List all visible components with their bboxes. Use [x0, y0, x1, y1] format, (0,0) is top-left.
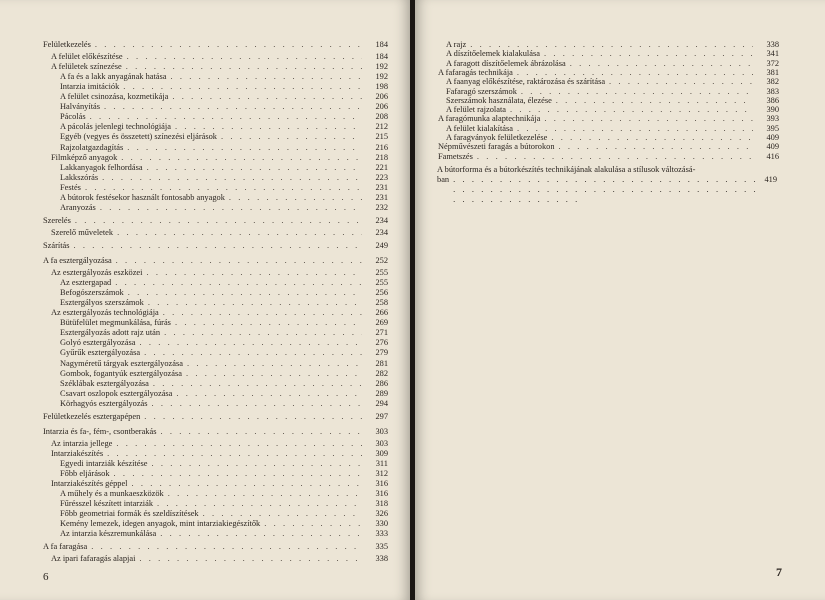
toc-entry-title: Az intarzia jellege — [51, 438, 113, 448]
leader-dots — [187, 359, 362, 369]
toc-entry — [60, 529, 388, 539]
toc-entry-title: A műhely és a munkaeszközök — [60, 489, 164, 499]
toc-entry-title: A felület csinozása, kozmetikája — [60, 92, 169, 102]
toc-entry-page: 221 — [375, 162, 388, 172]
leader-dots — [153, 379, 362, 389]
leader-dots — [221, 132, 362, 142]
toc-entry-title: A pácolás jelenlegi technológiája — [60, 122, 171, 132]
toc-entry-title: Az esztergályozás technológiája — [51, 308, 159, 318]
leader-dots — [74, 241, 362, 251]
leader-dots — [139, 338, 362, 348]
toc-entry — [51, 439, 388, 449]
toc-entry-page: 382 — [766, 77, 779, 87]
leader-dots — [176, 389, 362, 399]
toc-entry-page: 249 — [375, 240, 388, 250]
toc-entry — [43, 542, 388, 552]
toc-entry-page: 234 — [375, 215, 388, 225]
toc-entry-page: 208 — [375, 112, 388, 122]
toc-entry-title: Befogószerszámok — [60, 288, 124, 298]
toc-entry-title: Főbb geometriai formák és szeldíszítések — [60, 509, 199, 519]
toc-entry — [51, 52, 388, 62]
toc-entry-title: A faanyag előkészítése, raktározása és szárítása — [446, 77, 606, 87]
leader-dots — [160, 529, 362, 539]
toc-entry-title: Az ipari fafaragás alapjai — [51, 554, 136, 564]
toc-entry — [438, 152, 779, 162]
toc-entry-title: Az esztergapad — [60, 278, 112, 288]
toc-entry-title: A fa esztergályozása — [43, 256, 112, 265]
toc-entry-page: 279 — [375, 348, 388, 358]
leader-dots — [144, 412, 362, 422]
toc-entry-page: 231 — [375, 192, 388, 202]
toc-entry-title: Lakkanyagok felhordása — [60, 162, 143, 172]
leader-dots — [100, 203, 362, 213]
toc-entry-page: 386 — [766, 95, 779, 105]
toc-entry-title: Szerelés — [43, 215, 71, 225]
toc-entry — [60, 163, 388, 173]
toc-entry-page: 316 — [375, 479, 388, 489]
toc-entry-title: Pácolás — [60, 112, 86, 122]
toc-entry-page: 232 — [375, 202, 388, 212]
toc-entry-page: 276 — [375, 338, 388, 348]
toc-entry — [60, 519, 388, 529]
leader-dots — [160, 427, 362, 437]
toc-entry — [60, 489, 388, 499]
toc-entry-page: 372 — [766, 58, 779, 68]
toc-entry — [60, 499, 388, 509]
toc-entry — [43, 216, 388, 226]
toc-entry-page: 223 — [375, 172, 388, 182]
toc-entry-page: 258 — [375, 298, 388, 308]
toc-entry-page: 303 — [375, 438, 388, 448]
toc-entry — [60, 288, 388, 298]
toc-entry-title: Esztergályos szerszámok — [60, 298, 144, 308]
toc-entry-title: A felületek színezése — [51, 62, 122, 72]
toc-entry — [60, 102, 388, 112]
toc-entry — [60, 278, 388, 288]
leader-dots — [175, 122, 362, 132]
toc-entry — [60, 509, 388, 519]
toc-entry — [60, 318, 388, 328]
toc-entry-title: A fa faragása — [43, 542, 88, 552]
leader-dots — [186, 369, 362, 379]
leader-dots — [85, 183, 362, 193]
toc-entry-page: 266 — [375, 308, 388, 318]
toc-entry-page: 294 — [375, 398, 388, 408]
toc-entry-title: Népművészeti faragás a bútorokon — [438, 142, 555, 152]
leader-dots — [146, 268, 362, 278]
leader-dots — [90, 112, 362, 122]
toc-entry — [51, 479, 388, 489]
leader-dots — [123, 82, 362, 92]
toc-entry-page: 409 — [766, 142, 779, 152]
toc-entry-title: Szerszámok használata, élezése — [446, 95, 552, 105]
leader-dots — [104, 102, 362, 112]
toc-entry — [60, 359, 388, 369]
toc-entry-page: 335 — [375, 542, 388, 552]
toc-entry — [60, 348, 388, 358]
toc-entry — [60, 112, 388, 122]
toc-entry-title: Nagyméretű tárgyak esztergályozása — [60, 358, 183, 368]
toc-entry-title: Intarziakészítés — [51, 448, 104, 458]
toc-entry-page: 255 — [375, 268, 388, 278]
toc-entry — [43, 241, 388, 251]
toc-entry-title: A bútorok festésekor használt fontosabb anyagok — [60, 192, 225, 202]
toc-entry — [51, 268, 388, 278]
toc-entry-page: 383 — [766, 86, 779, 96]
toc-entry-title: Gombok, fogantyúk esztergályozása — [60, 368, 182, 378]
toc-entry — [43, 256, 388, 266]
leader-dots — [151, 459, 362, 469]
leader-dots — [95, 40, 362, 50]
toc-entry-page: 281 — [375, 358, 388, 368]
leader-dots — [127, 52, 362, 62]
toc-entry — [60, 389, 388, 399]
toc-entry-page: 326 — [375, 509, 388, 519]
toc-entry — [60, 132, 388, 142]
toc-entry-page: 256 — [375, 288, 388, 298]
leader-dots — [229, 193, 362, 203]
toc-entry-page: 338 — [766, 40, 779, 49]
toc-entry — [60, 379, 388, 389]
leader-dots — [152, 399, 362, 409]
leader-dots — [144, 348, 362, 358]
toc-entry — [43, 427, 388, 437]
toc-entry-title: Főbb eljárások — [60, 469, 110, 478]
leader-dots — [477, 152, 753, 162]
leader-dots — [117, 228, 362, 238]
toc-entry-page: 184 — [375, 40, 388, 49]
toc-entry — [60, 298, 388, 308]
leader-dots — [116, 439, 362, 449]
toc-entry-title: Szerelő műveletek — [51, 227, 114, 237]
toc-entry-title: Szárítás — [43, 240, 70, 250]
toc-entry-title: Felületkezelés esztergapépen — [43, 411, 141, 421]
toc-entry-title: A faragott díszítőelemek ábrázolása — [446, 58, 566, 68]
toc-entry — [60, 369, 388, 379]
leader-dots — [168, 489, 362, 499]
toc-entry-title: Felületkezelés — [43, 40, 91, 49]
toc-entry — [60, 399, 388, 409]
toc-entry — [60, 92, 388, 102]
toc-entry-page: 333 — [375, 529, 388, 539]
toc-entry — [51, 153, 388, 163]
toc-entry — [60, 122, 388, 132]
toc-entry-title: Körhagyós esztergályozás — [60, 398, 148, 408]
toc-entry-title: Intarzia és fa-, fém-, csontberakás — [43, 426, 157, 436]
toc-entry-title: Csavart oszlopok esztergályozása — [60, 388, 173, 398]
toc-entry-title: Egyéb (vegyes és összetett) színezési eljárások — [60, 132, 217, 142]
toc-entry-page: 338 — [375, 554, 388, 564]
toc-entry — [43, 40, 388, 50]
final-entry-page: 419 — [764, 175, 777, 184]
leader-dots — [75, 216, 362, 226]
toc-entry — [60, 338, 388, 348]
toc-entry-page: 252 — [375, 256, 388, 265]
toc-entry-title: A felület előkészítése — [51, 52, 123, 62]
leader-dots — [128, 288, 362, 298]
toc-entry — [51, 62, 388, 72]
toc-entry — [51, 308, 388, 318]
toc-entry-page: 297 — [375, 411, 388, 421]
toc-entry-title: A felület kialakítása — [446, 123, 513, 133]
toc-entry-title: Az intarzia készremunkálása — [60, 529, 157, 539]
toc-entry — [60, 72, 388, 82]
leader-dots — [203, 509, 362, 519]
toc-entry-page: 215 — [375, 132, 388, 142]
toc-entry-title: A rajz — [446, 40, 467, 49]
toc-entry-title: A faragványok felületkezelése — [446, 133, 548, 142]
leader-dots — [107, 449, 362, 459]
toc-entry-title: Esztergályozás adott rajz után — [60, 328, 161, 338]
leader-dots — [148, 298, 362, 308]
toc-entry-page: 282 — [375, 368, 388, 378]
toc-entry-title: A felület rajzolata — [446, 105, 506, 115]
toc-entry-page: 381 — [766, 67, 779, 77]
toc-entry-page: 316 — [375, 489, 388, 499]
toc-entry-page: 390 — [766, 105, 779, 115]
toc-entry — [51, 554, 388, 564]
toc-entry-page: 206 — [375, 92, 388, 102]
toc-entry-page: 218 — [375, 152, 388, 162]
toc-entry-page: 311 — [375, 458, 388, 468]
toc-entry-page: 395 — [766, 123, 779, 133]
final-entry-line-2: ban — [437, 175, 450, 184]
toc-entry-title: Bütüfelület megmunkálása, fúrás — [60, 318, 171, 328]
toc-entry-page: 216 — [375, 142, 388, 152]
toc-entry-page: 269 — [375, 318, 388, 328]
toc-entry-title: Széklábak esztergályozása — [60, 378, 149, 388]
leader-dots — [114, 469, 362, 479]
toc-entry — [51, 228, 388, 238]
toc-entry-page: 330 — [375, 519, 388, 529]
toc-entry-title: Az esztergályozás eszközei — [51, 268, 143, 278]
toc-entry-page: 409 — [766, 133, 779, 142]
toc-entry — [60, 203, 388, 213]
toc-entry — [51, 449, 388, 459]
leader-dots — [175, 318, 362, 328]
final-entry-line-1: A bútorforma és a bútorkészítés technikájának alakulása a stílusok változásá- — [437, 165, 696, 174]
toc-entry-title: Gyűrűk esztergályozása — [60, 348, 141, 358]
right-page-number: 7 — [776, 565, 782, 579]
toc-entry — [43, 412, 388, 422]
toc-entry-page: 341 — [766, 49, 779, 59]
toc-entry-page: 198 — [375, 82, 388, 92]
toc-entry-title: A fafaragás technikája — [438, 67, 513, 77]
toc-entry — [60, 173, 388, 183]
leader-dots — [264, 519, 362, 529]
toc-entry — [60, 193, 388, 203]
toc-entry-title: Intarziakészítés géppel — [51, 479, 128, 489]
toc-entry-page: 416 — [766, 151, 779, 161]
toc-entry-title: Aranyozás — [60, 202, 96, 212]
toc-entry-title: A fa és a lakk anyagának hatása — [60, 72, 167, 82]
toc-entry-title: Fametszés — [438, 151, 473, 161]
toc-entry-page: 231 — [375, 182, 388, 192]
toc-entry-page: 286 — [375, 378, 388, 388]
toc-entry-title: Festés — [60, 182, 81, 192]
toc-entry-page: 212 — [375, 122, 388, 132]
leader-dots — [126, 62, 362, 72]
toc-entry — [60, 328, 388, 338]
leader-dots — [116, 256, 362, 266]
leader-dots — [172, 92, 362, 102]
left-page-number: 6 — [43, 571, 49, 583]
toc-entry-title: Intarzia imitációk — [60, 82, 120, 92]
toc-entry-title: Fafaragó szerszámok — [446, 86, 517, 96]
toc-entry-page: 184 — [375, 52, 388, 62]
toc-entry-page: 192 — [375, 62, 388, 72]
leader-dots — [132, 479, 363, 489]
leader-dots — [171, 72, 363, 82]
toc-entry — [60, 183, 388, 193]
toc-entry — [60, 459, 388, 469]
toc-entry-page: 289 — [375, 388, 388, 398]
leader-dots — [121, 153, 362, 163]
toc-entry — [60, 82, 388, 92]
toc-entry-title: Filmképző anyagok — [51, 152, 118, 162]
toc-entry-title: Kemény lemezek, idegen anyagok, mint intarziakiegészítők — [60, 519, 261, 529]
toc-entry-page: 393 — [766, 114, 779, 124]
toc-entry-page: 309 — [375, 448, 388, 458]
toc-entry-title: Golyó esztergályozása — [60, 338, 136, 348]
toc-entry-page: 303 — [375, 426, 388, 436]
toc-entry-page: 255 — [375, 278, 388, 288]
toc-entry-title: Egyedi intarziák készítése — [60, 458, 148, 468]
toc-entry-page: 192 — [375, 72, 388, 82]
toc-entry-page: 271 — [375, 328, 388, 338]
leader-dots — [127, 143, 362, 153]
toc-entry — [60, 143, 388, 153]
toc-entry-title: Rajzolatgazdagítás — [60, 142, 124, 152]
leader-dots — [139, 554, 362, 564]
toc-entry-page: 312 — [375, 469, 388, 478]
leader-dots — [163, 308, 362, 318]
leader-dots — [102, 173, 362, 183]
toc-entry-title: Lakkszórás — [60, 172, 99, 182]
toc-entry-page: 318 — [375, 499, 388, 509]
leader-dots — [115, 278, 362, 288]
leader-dots — [147, 163, 362, 173]
toc-entry-title: A díszítőelemek kialakulása — [446, 49, 540, 59]
toc-entry-title: Halványítás — [60, 102, 101, 112]
toc-entry-page: 206 — [375, 102, 388, 112]
leader-dots — [157, 499, 362, 509]
toc-entry — [60, 469, 388, 479]
toc-entry-title: Fűrésszel készített intarziák — [60, 499, 154, 509]
leader-dots — [164, 328, 362, 338]
leader-dots — [91, 542, 362, 552]
final-toc-entry — [437, 165, 777, 205]
toc-entry-title: A faragómunka alaptechnikája — [438, 114, 541, 124]
leader-dots — [453, 175, 760, 205]
toc-entry-page: 234 — [375, 227, 388, 237]
final-entry-line-2-row — [437, 175, 777, 205]
